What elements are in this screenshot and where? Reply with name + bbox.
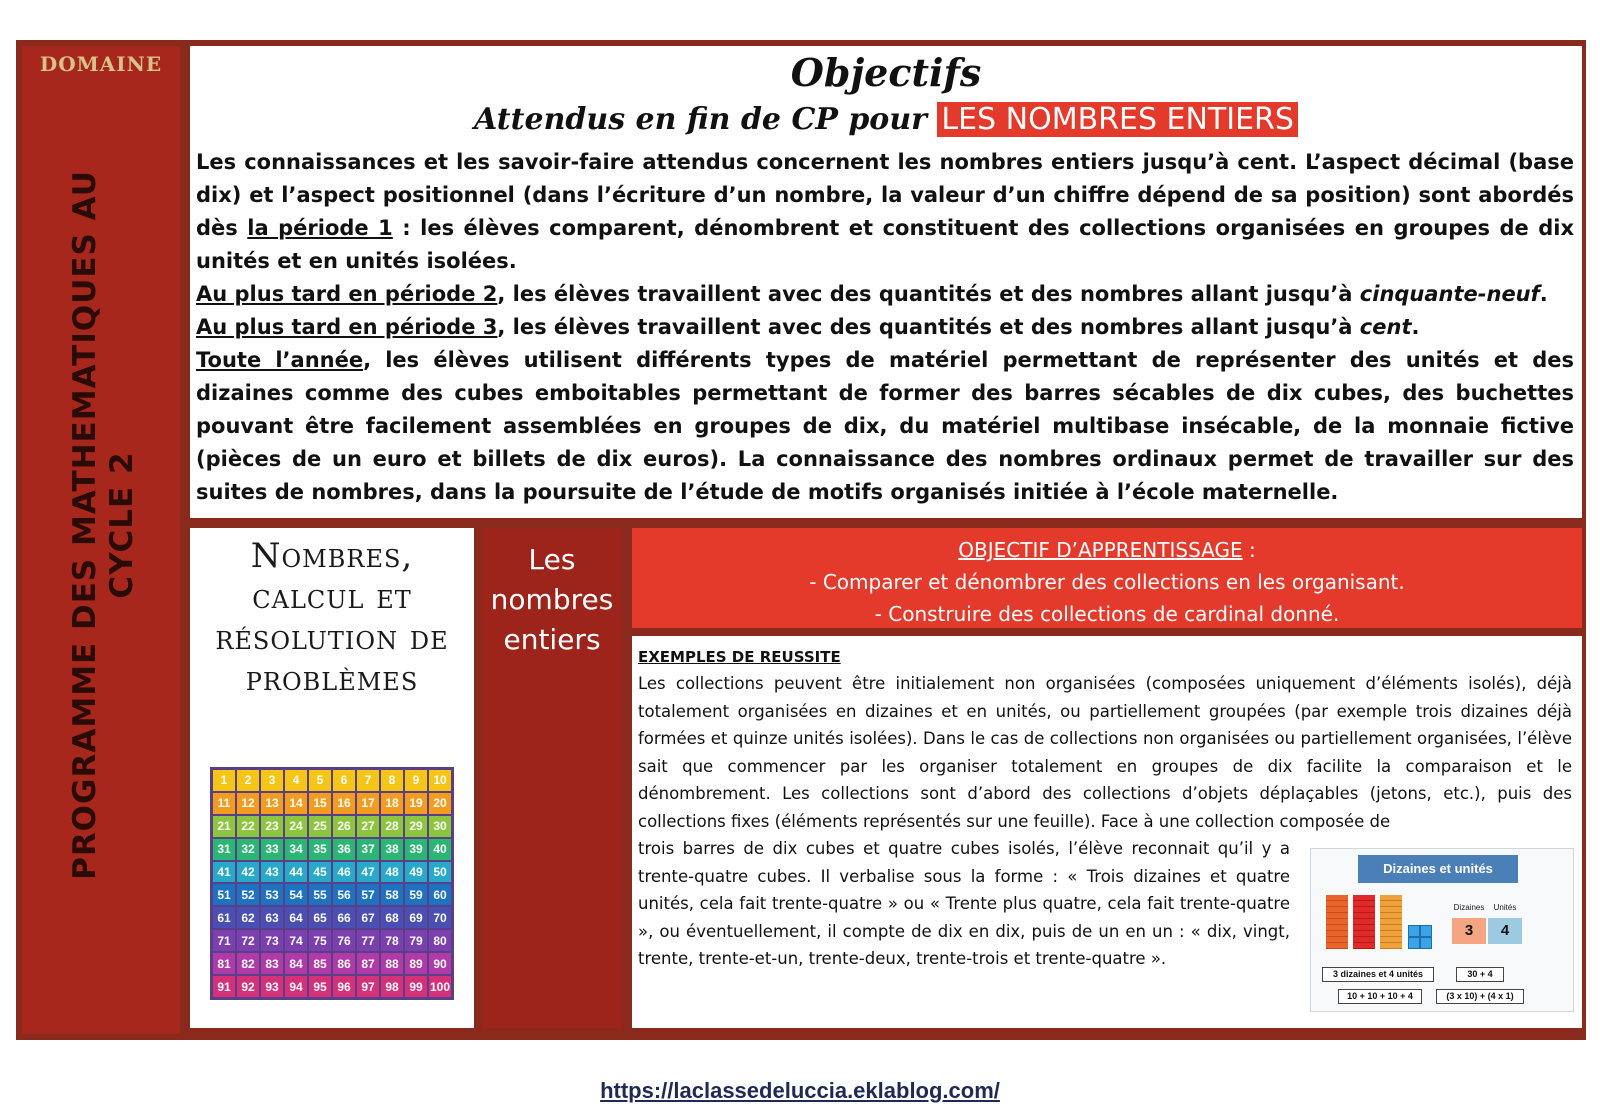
hundred-chart-cell: 59: [405, 884, 427, 905]
hundred-chart-cell: 17: [357, 793, 379, 814]
hundred-chart-cell: 3: [261, 770, 283, 791]
hundred-chart-cell: 28: [381, 816, 403, 837]
hundred-chart-cell: 4: [285, 770, 307, 791]
hundred-chart-cell: 45: [309, 862, 331, 883]
hundred-chart-cell: 97: [357, 976, 379, 997]
program-title: PROGRAMME DES MATHEMATIQUES AU CYCLE 2: [67, 170, 140, 880]
hundred-chart-cell: 92: [237, 976, 259, 997]
hundred-chart-cell: 36: [333, 839, 355, 860]
hundred-chart-cell: 76: [333, 930, 355, 951]
dizaines-column-label: Dizaines: [1453, 903, 1485, 912]
paragraph-periode-2: [196, 278, 1574, 311]
p4-underlined: Toute l’année: [196, 348, 364, 372]
illustration-title: Dizaines et unités: [1358, 855, 1518, 883]
hundred-chart-cell: 39: [405, 839, 427, 860]
hundred-chart-cell: 62: [237, 907, 259, 928]
hundred-chart-cell: 63: [261, 907, 283, 928]
ten-cube-bar: [1326, 895, 1348, 949]
hundred-chart-cell: 57: [357, 884, 379, 905]
hundred-chart-cell: 51: [213, 884, 235, 905]
hundred-chart-cell: 13: [261, 793, 283, 814]
hundred-chart-cell: 60: [429, 884, 451, 905]
hundred-chart-cell: 43: [261, 862, 283, 883]
exemples-text-2: [638, 835, 1290, 973]
hundred-chart-cell: 24: [285, 816, 307, 837]
hundred-chart-cell: 82: [237, 953, 259, 974]
hundred-chart-cell: 100: [429, 976, 451, 997]
hundred-chart-cell: 22: [237, 816, 259, 837]
hundred-chart-cell: 29: [405, 816, 427, 837]
hundred-chart-cell: 64: [285, 907, 307, 928]
hundred-chart-cell: 49: [405, 862, 427, 883]
hundred-chart-cell: 44: [285, 862, 307, 883]
p1-text: Les connaissances et les savoir-faire attendus concernent les nombres entiers jusqu’à cent. L’aspect décimal (base dix) et l’aspect positionnel (dans l’écriture d’un nombre, la valeur d’un chiffre dépend de sa position) sont abordés dès: [196, 150, 1574, 240]
ten-cube-bar: [1353, 895, 1375, 949]
exemples-text-1: [638, 670, 1572, 835]
hundred-chart-cell: 41: [213, 862, 235, 883]
objectifs-subtitle: [190, 102, 1582, 137]
apprentissage-heading-suffix: :: [1242, 538, 1256, 562]
hundred-chart-cell: 7: [357, 770, 379, 791]
hundred-chart-cell: 83: [261, 953, 283, 974]
hundred-chart-cell: 93: [261, 976, 283, 997]
hundred-chart-cell: 78: [381, 930, 403, 951]
hundred-chart-cell: 9: [405, 770, 427, 791]
apprentissage-heading-line: [632, 534, 1582, 566]
p4-text: , les élèves utilisent différents types de matériel permettant de représenter des unités et des dizaines comme des cubes emboitables permettant de former des barres sécables de dix cubes, des buchettes pouvant être facilement assemblées en groupes de dix, du matériel multibase insécable, de la monnaie fictive (pièces de un euro et billets de dix euros). La connaissance des nombres ordinaux permet de travailler sur des suites de nombres, dans la poursuite de l’étude de motifs organisés initiée à l’école maternelle.: [196, 348, 1574, 504]
exemples-heading: EXEMPLES DE REUSSITE: [638, 648, 841, 666]
dizaines-value: 3: [1452, 918, 1486, 944]
hundred-chart-cell: 37: [357, 839, 379, 860]
hundred-chart-cell: 87: [357, 953, 379, 974]
hundred-chart-cell: 32: [237, 839, 259, 860]
hundred-chart-cell: 66: [333, 907, 355, 928]
p2-italic: cinquante-neuf: [1359, 282, 1540, 306]
hundred-chart-cell: 16: [333, 793, 355, 814]
unit-cube: [1420, 925, 1432, 937]
unit-cube: [1408, 937, 1420, 949]
objectifs-title: Objectifs: [790, 50, 982, 95]
expression-sum: 30 + 4: [1456, 967, 1504, 982]
domain-title: Nombres, calcul et résolution de problèmes: [215, 536, 449, 699]
apprentissage-line-2: - Construire des collections de cardinal donné.: [874, 602, 1340, 626]
p1-underlined: la période 1: [247, 216, 393, 240]
p3-italic: cent: [1359, 315, 1412, 339]
hundred-chart-cell: 33: [261, 839, 283, 860]
hundred-chart-cell: 19: [405, 793, 427, 814]
paragraph-toute-annee: [196, 344, 1574, 509]
hundred-chart-cell: 73: [261, 930, 283, 951]
hundred-chart-cell: 75: [309, 930, 331, 951]
hundred-chart-cell: 68: [381, 907, 403, 928]
unit-cube: [1420, 937, 1432, 949]
hundred-chart-cell: 54: [285, 884, 307, 905]
hundred-chart-cell: 14: [285, 793, 307, 814]
exemples-paragraph-1: Les collections peuvent être initialement non organisées (composées uniquement d’éléments isolés), déjà totalement organisées en dizaines et en unités, ou partiellement groupées (par exemple trois dizaines déjà formées et quinze unités isolées). Dans le cas de collections non organisées ou partiellement organisées, l’élève sait que commencer par les organiser totalement en groupes de dix facilite la comparaison et le dénombrement. Les collections sont d’abord des collections d’objets déplaçables (jetons, etc.), puis des collections fixes (éléments représentés sur une feuille). Face à une collection composée de: [638, 674, 1572, 831]
p3-end: .: [1411, 315, 1420, 339]
hundred-chart-cell: 71: [213, 930, 235, 951]
hundred-chart-cell: 85: [309, 953, 331, 974]
hundred-chart-cell: 8: [381, 770, 403, 791]
unit-cube: [1408, 925, 1420, 937]
hundred-chart-cell: 65: [309, 907, 331, 928]
hundred-chart-cell: 15: [309, 793, 331, 814]
hundred-chart-cell: 5: [309, 770, 331, 791]
hundred-chart-cell: 74: [285, 930, 307, 951]
apprentissage-text: [632, 534, 1582, 630]
hundred-chart-cell: 53: [261, 884, 283, 905]
hundred-chart-cell: 90: [429, 953, 451, 974]
hundred-chart-cell: 38: [381, 839, 403, 860]
unites-value: 4: [1488, 918, 1522, 944]
hundred-chart-cell: 79: [405, 930, 427, 951]
unites-column-label: Unités: [1493, 903, 1517, 912]
apprentissage-heading: OBJECTIF D’APPRENTISSAGE: [958, 538, 1243, 562]
p3-underlined: Au plus tard en période 3: [196, 315, 498, 339]
hundred-chart-cell: 35: [309, 839, 331, 860]
hundred-chart-cell: 88: [381, 953, 403, 974]
hundred-chart-cell: 99: [405, 976, 427, 997]
hundred-chart-cell: 67: [357, 907, 379, 928]
subtitle-highlight: LES NOMBRES ENTIERS: [937, 102, 1298, 137]
expression-dizaines-unites: 3 dizaines et 4 unités: [1322, 967, 1434, 982]
hundred-chart-cell: 56: [333, 884, 355, 905]
p3-text: , les élèves travaillent avec des quantités et des nombres allant jusqu’à: [497, 315, 1360, 339]
hundred-chart-cell: 31: [213, 839, 235, 860]
paragraph-periode-3: [196, 311, 1574, 344]
expression-tens-sum: 10 + 10 + 10 + 4: [1338, 989, 1422, 1004]
hundred-chart-cell: 10: [429, 770, 451, 791]
hundred-chart-cell: 52: [237, 884, 259, 905]
hundred-chart-cell: 2: [237, 770, 259, 791]
hundred-chart-cell: 30: [429, 816, 451, 837]
apprentissage-line-1: - Comparer et dénombrer des collections en les organisant.: [809, 570, 1405, 594]
ten-cube-bar: [1380, 895, 1402, 949]
hundred-chart-cell: 77: [357, 930, 379, 951]
hundred-chart-cell: 50: [429, 862, 451, 883]
expression-multiplication: (3 x 10) + (4 x 1): [1436, 989, 1524, 1004]
hundred-chart-cell: 91: [213, 976, 235, 997]
hundred-chart-cell: 34: [285, 839, 307, 860]
p2-underlined: Au plus tard en période 2: [196, 282, 498, 306]
footer-link[interactable]: https://laclassedeluccia.eklablog.com/: [600, 1078, 1000, 1103]
hundred-chart-cell: 40: [429, 839, 451, 860]
hundred-chart-cell: 27: [357, 816, 379, 837]
hundred-chart-cell: 1: [213, 770, 235, 791]
hundred-chart-cell: 98: [381, 976, 403, 997]
hundred-chart-cell: 26: [333, 816, 355, 837]
hundred-chart-cell: 21: [213, 816, 235, 837]
subtitle-prefix: Attendus en fin de CP pour: [474, 102, 927, 137]
hundred-chart-cell: 11: [213, 793, 235, 814]
hundred-chart-cell: 72: [237, 930, 259, 951]
hundred-chart-cell: 25: [309, 816, 331, 837]
hundred-chart-cell: 48: [381, 862, 403, 883]
hundred-chart-cell: 23: [261, 816, 283, 837]
hundred-chart-cell: 47: [357, 862, 379, 883]
domaine-label: DOMAINE: [39, 52, 163, 76]
p2-text: , les élèves travaillent avec des quantités et des nombres allant jusqu’à: [497, 282, 1360, 306]
hundred-chart-cell: 84: [285, 953, 307, 974]
hundred-chart-cell: 96: [333, 976, 355, 997]
hundred-chart-cell: 58: [381, 884, 403, 905]
hundred-chart-cell: 80: [429, 930, 451, 951]
hundred-chart-cell: 95: [309, 976, 331, 997]
hundred-chart: [210, 767, 454, 1000]
hundred-chart-cell: 86: [333, 953, 355, 974]
topic-label: Les nombres entiers: [490, 543, 614, 656]
exemples-paragraph-2: trois barres de dix cubes et quatre cubes isolés, l’élève reconnait qu’il y a trente-quatre cubes. Il verbalise sous la forme : « Trois dizaines et quatre unités, cela fait trente-quatre » ou « Trente plus quatre, cela fait trente-quatre », ou éventuellement, il compte de dix en dix, puis de un en un : « dix, vingt, trente, trente-et-un, trente-deux, trente-trois et trente-quatre ».: [638, 839, 1290, 968]
hundred-chart-cell: 81: [213, 953, 235, 974]
hundred-chart-cell: 20: [429, 793, 451, 814]
hundred-chart-cell: 18: [381, 793, 403, 814]
hundred-chart-cell: 55: [309, 884, 331, 905]
hundred-chart-cell: 94: [285, 976, 307, 997]
hundred-chart-cell: 61: [213, 907, 235, 928]
hundred-chart-cell: 6: [333, 770, 355, 791]
hundred-chart-cell: 69: [405, 907, 427, 928]
hundred-chart-cell: 42: [237, 862, 259, 883]
p1-text-end: : les élèves comparent, dénombrent et constituent des collections organisées en groupes de dix unités et en unités isolées.: [196, 216, 1575, 273]
objectifs-text: [196, 146, 1574, 509]
hundred-chart-cell: 89: [405, 953, 427, 974]
paragraph-periode-1: [196, 146, 1574, 278]
hundred-chart-cell: 46: [333, 862, 355, 883]
hundred-chart-cell: 70: [429, 907, 451, 928]
p2-end: .: [1539, 282, 1548, 306]
hundred-chart-cell: 12: [237, 793, 259, 814]
